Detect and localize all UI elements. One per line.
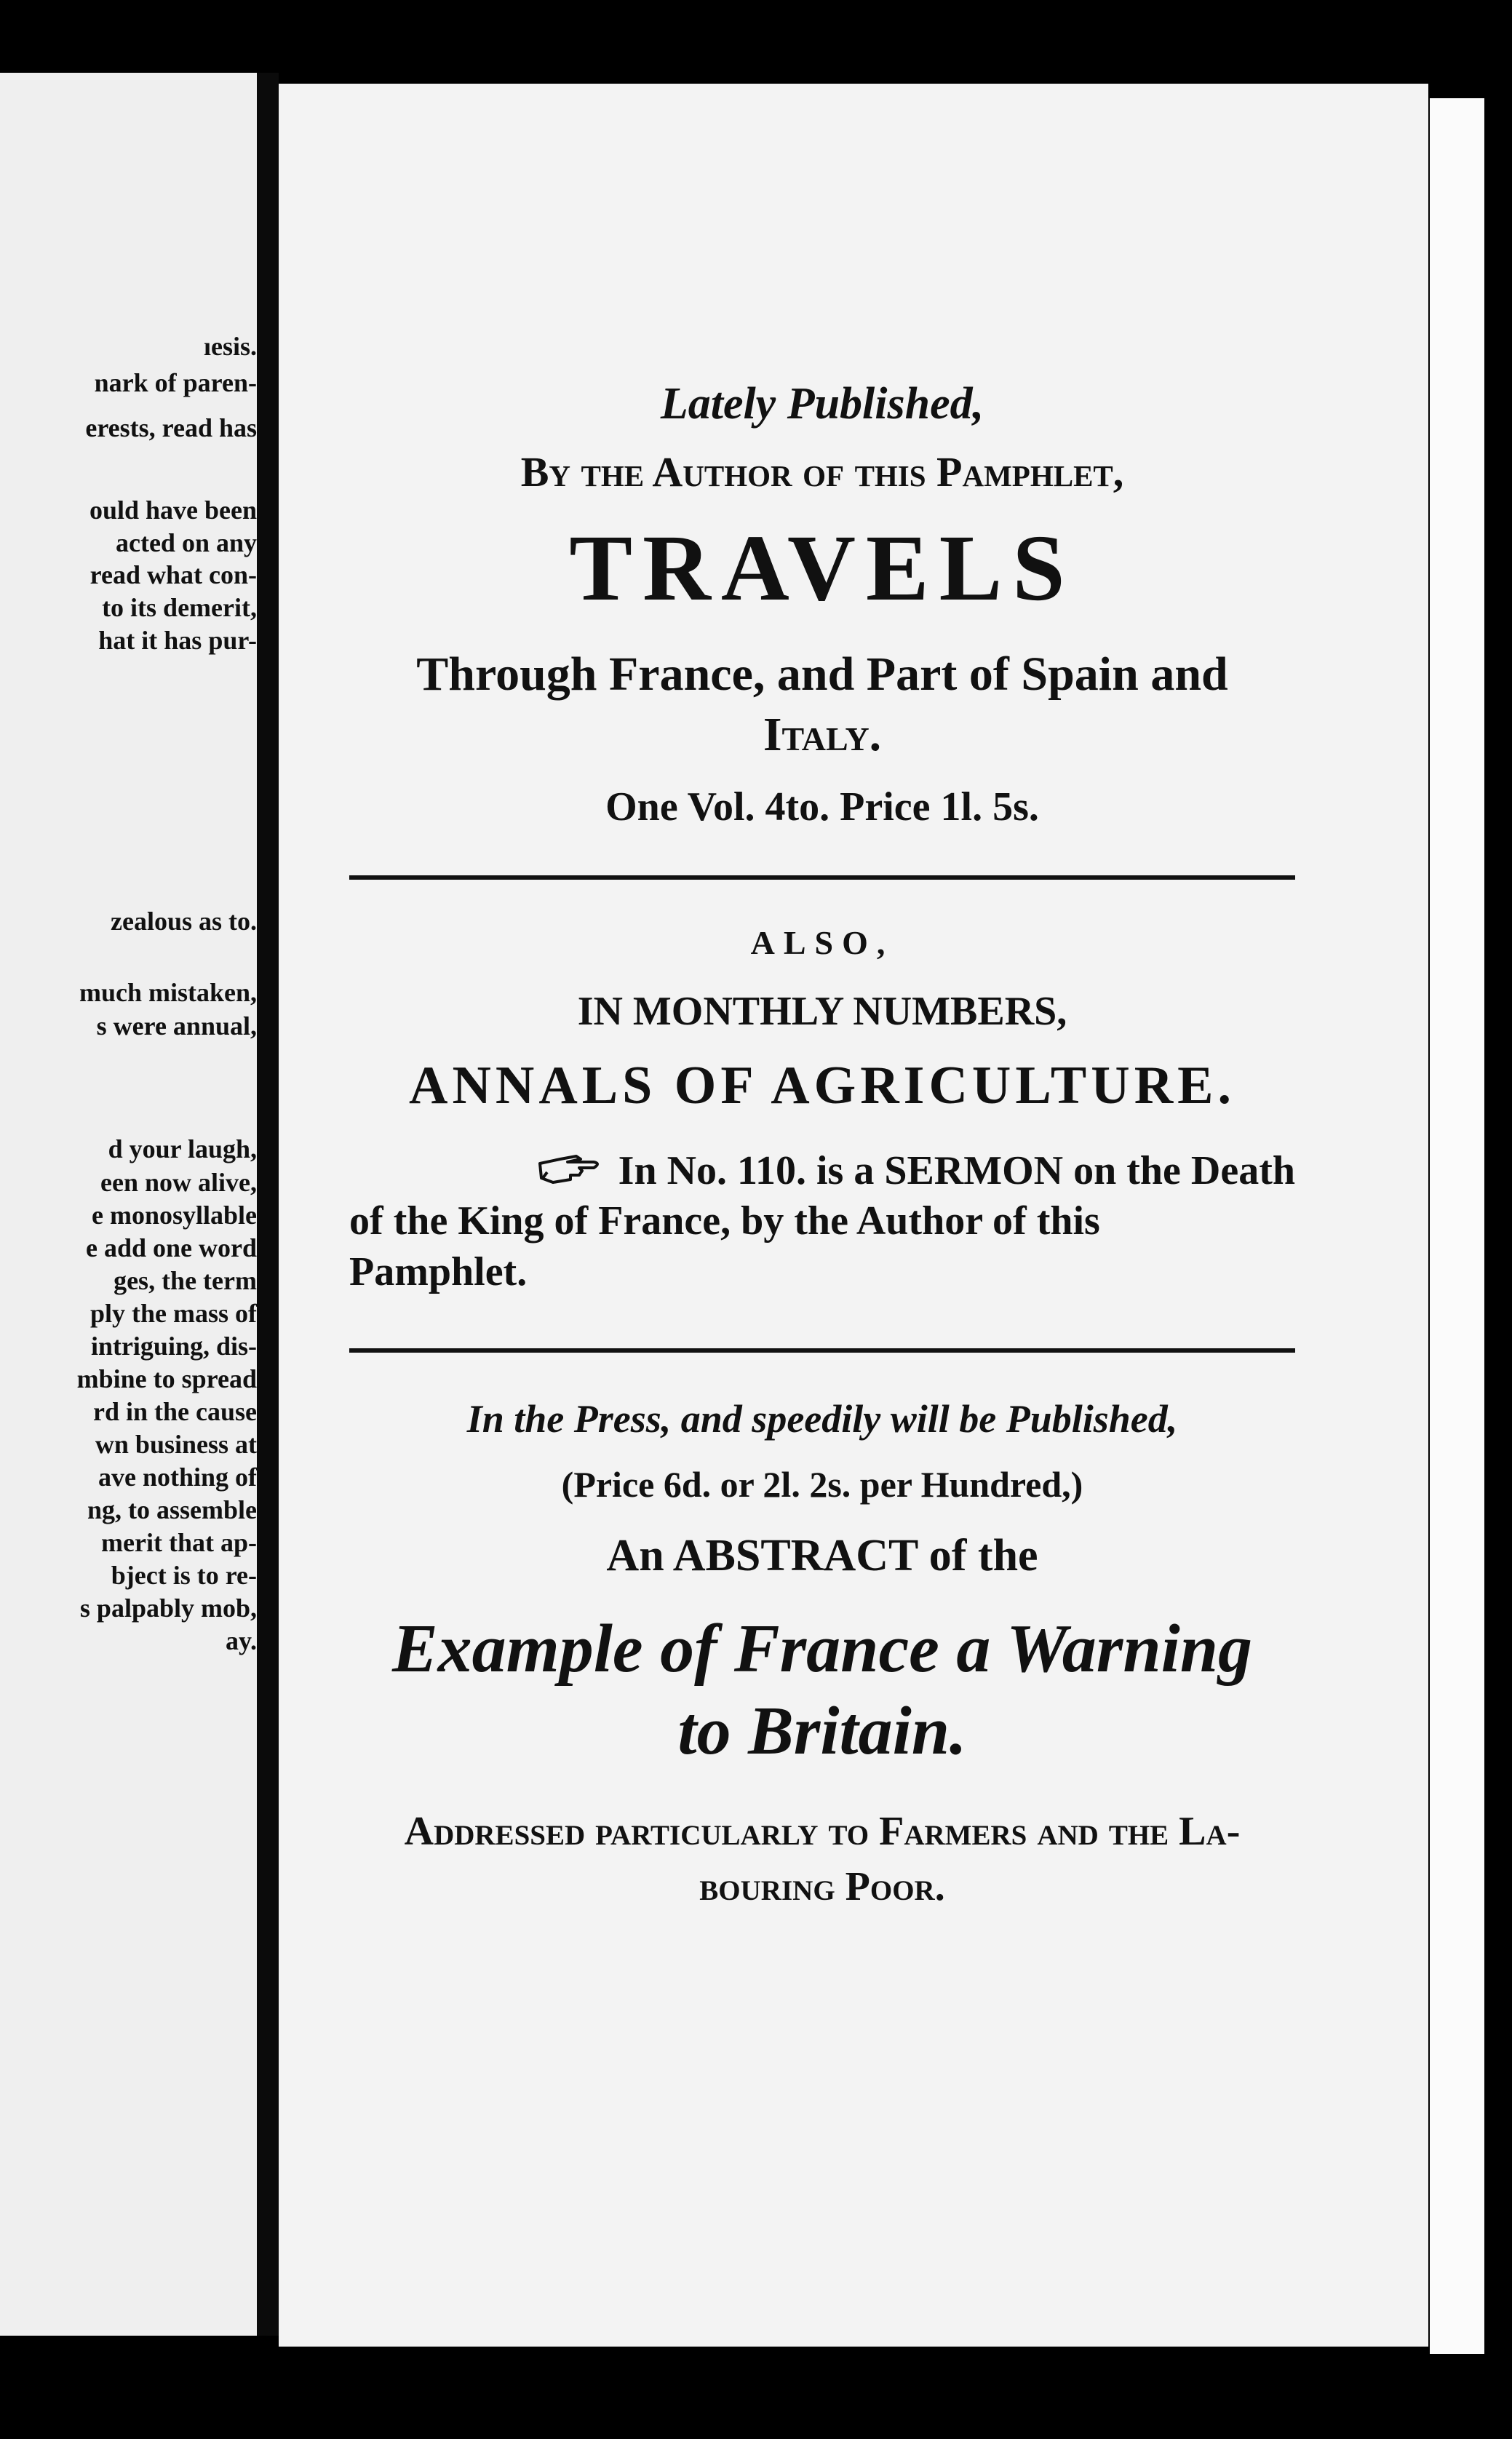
example-title xyxy=(349,1608,1295,1772)
sermon-line-2: of the King of France, by the Author of this xyxy=(349,1198,1100,1244)
left-page-fragment xyxy=(0,73,257,2336)
left-line: ng, to assemble xyxy=(87,1495,257,1524)
example-title-line-2: to Britain. xyxy=(677,1693,967,1770)
annals-title: ANNALS OF AGRICULTURE. xyxy=(409,1056,1236,1115)
press-notice: In the Press, and speedily will be Published, xyxy=(466,1397,1178,1441)
left-line: ges, the term xyxy=(114,1266,257,1295)
left-line: mbine to spread xyxy=(76,1364,257,1393)
left-line: ply the mass of xyxy=(89,1299,257,1328)
sermon-line-1-wrap xyxy=(349,1146,1295,1196)
left-line: erests, read has xyxy=(85,413,257,442)
left-line: hat it has pur- xyxy=(98,626,257,655)
left-line: een now alive, xyxy=(100,1168,257,1197)
page-edge xyxy=(1430,98,1484,2354)
travels-subtitle-line-2: Italy. xyxy=(763,707,882,761)
left-line: much mistaken, xyxy=(79,978,257,1007)
sermon-line-3: Pamphlet. xyxy=(349,1249,528,1294)
also-heading: ALSO, xyxy=(750,924,894,961)
monthly-numbers: IN MONTHLY NUMBERS, xyxy=(577,989,1067,1034)
sermon-notice xyxy=(349,1146,1295,1297)
travels-subtitle-line-1: Through France, and Part of Spain and xyxy=(416,648,1228,701)
left-line: ay. xyxy=(225,1626,257,1655)
sermon-line-1: In No. 110. is a SERMON on the Death xyxy=(618,1148,1295,1193)
divider-rule xyxy=(349,875,1295,880)
addressed-line-2: bouring Poor. xyxy=(699,1863,945,1909)
left-line: wn business at xyxy=(95,1430,257,1459)
left-line: ave nothing of xyxy=(98,1463,257,1492)
left-line: to its demerit, xyxy=(102,593,257,622)
abstract-heading: An ABSTRACT of the xyxy=(606,1531,1038,1581)
left-line: zealous as to. xyxy=(111,907,257,936)
left-line: acted on any xyxy=(115,528,257,557)
left-line: intriguing, dis- xyxy=(90,1332,257,1361)
example-title-line-1: Example of France a Warning xyxy=(391,1611,1253,1687)
addressed-to xyxy=(349,1805,1295,1914)
lately-published: Lately Published, xyxy=(660,379,984,429)
advertisement xyxy=(349,378,1295,1914)
manicule-icon xyxy=(538,1152,604,1188)
left-line: merit that ap- xyxy=(101,1528,257,1557)
left-line: s palpably mob, xyxy=(79,1593,257,1623)
left-line: bject is to re- xyxy=(111,1561,257,1590)
by-author-line: By the Author of this Pamphlet, xyxy=(520,448,1124,496)
left-line: d your laugh, xyxy=(108,1134,257,1163)
volume-price: One Vol. 4to. Price 1l. 5s. xyxy=(605,784,1039,829)
left-line: nark of paren- xyxy=(94,368,257,397)
left-line: s were annual, xyxy=(96,1011,257,1041)
left-line: read what con- xyxy=(89,560,257,589)
divider-rule-2 xyxy=(349,1348,1295,1353)
left-line: rd in the cause xyxy=(93,1397,257,1426)
left-line: ould have been xyxy=(89,496,257,525)
gutter xyxy=(257,73,279,2336)
travels-subtitle xyxy=(349,645,1295,765)
price-note: (Price 6d. or 2l. 2s. per Hundred,) xyxy=(561,1464,1083,1505)
left-line: ıesis. xyxy=(203,332,257,361)
addressed-line-1: Addressed particularly to Farmers and the La- xyxy=(404,1808,1241,1854)
left-line: e monosyllable xyxy=(91,1201,257,1230)
travels-title: TRAVELS xyxy=(569,516,1075,621)
left-line: e add one word xyxy=(85,1233,257,1262)
